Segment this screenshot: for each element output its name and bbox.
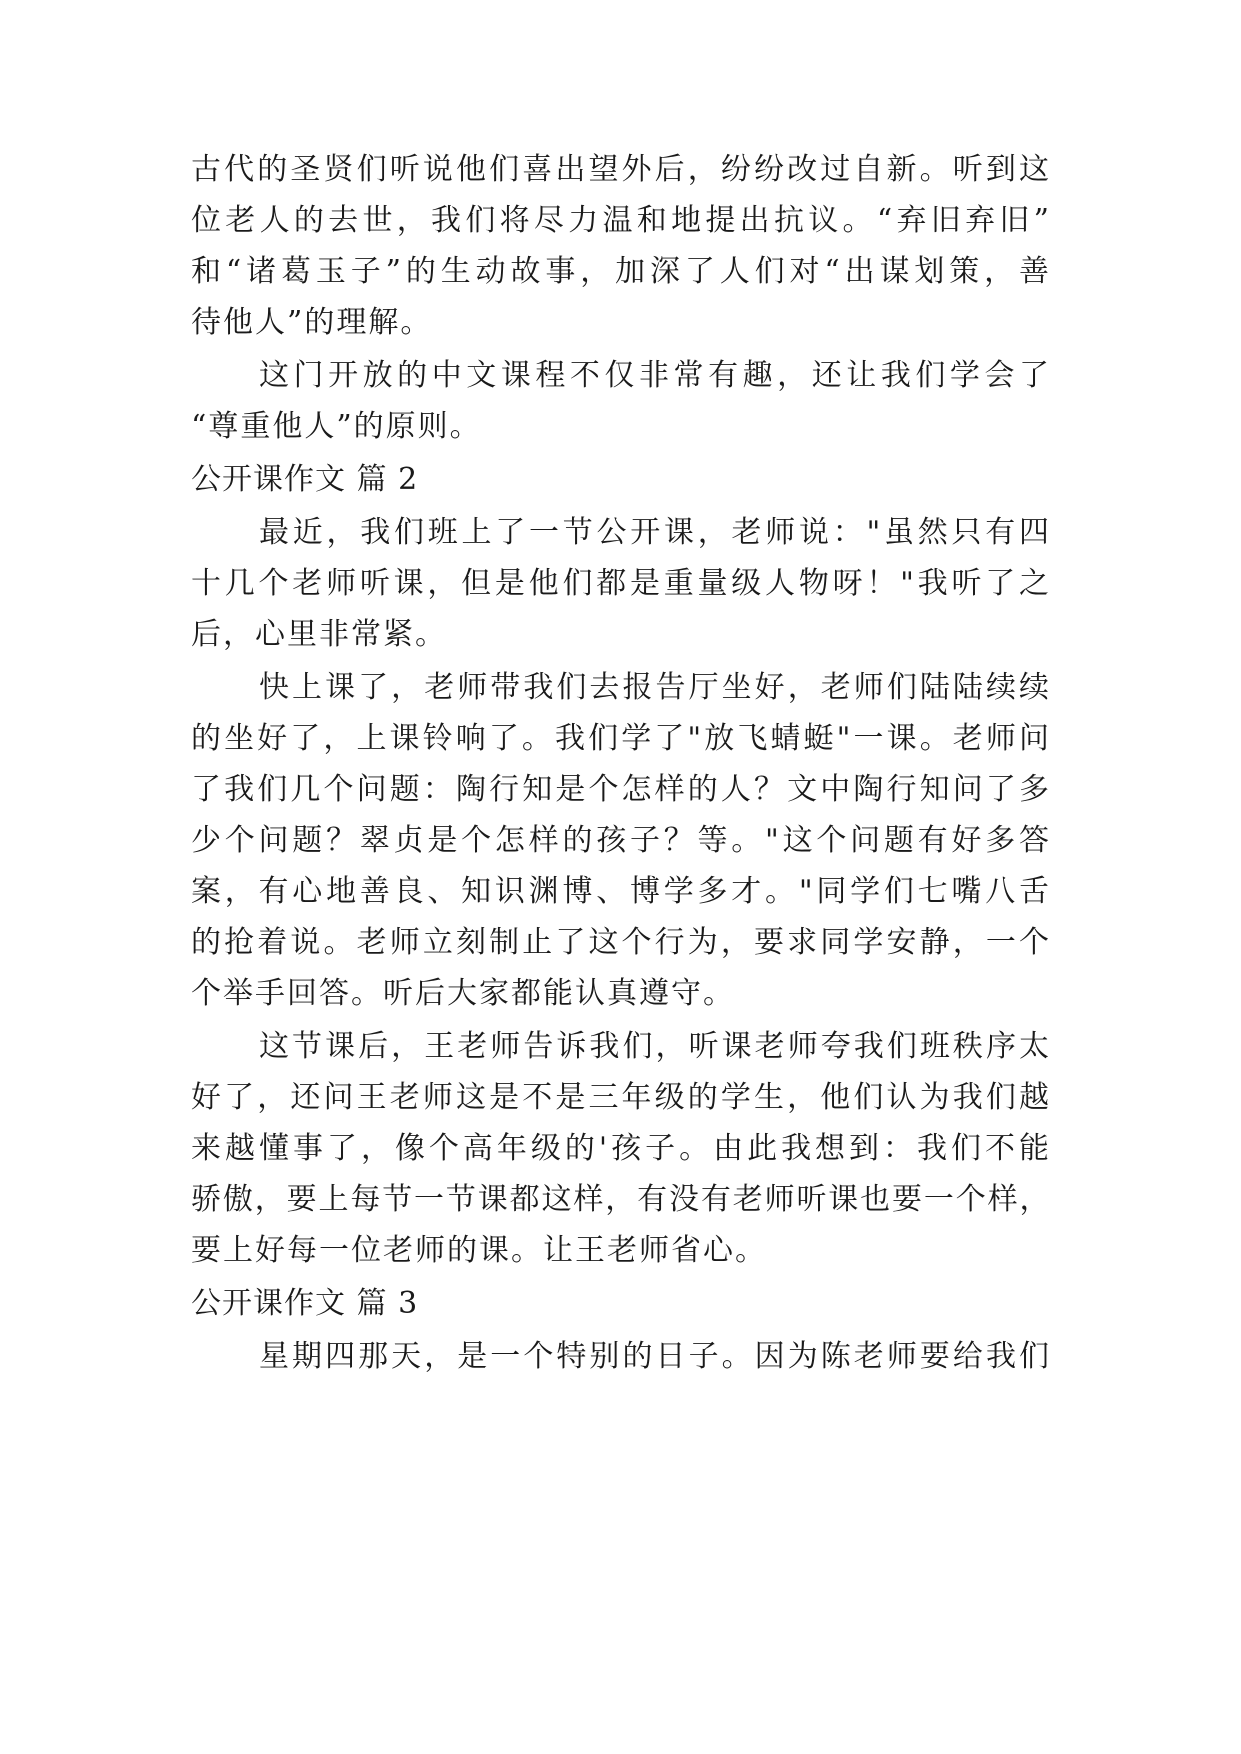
paragraph-line: 星期四那天，是一个特别的日子。因为陈老师要给我们 xyxy=(259,1339,1051,1374)
paragraph-line: 这门开放的中文课程不仅非常有趣，还让我们学会了 xyxy=(259,358,1051,393)
paragraph-line: 的坐好了，上课铃响了。我们学了"放飞蜻蜓"一课。老师问 xyxy=(191,721,1051,756)
paragraph-line: 这节课后，王老师告诉我们，听课老师夸我们班秩序太 xyxy=(259,1029,1051,1064)
paragraph-line: “尊重他人”的原则。 xyxy=(191,409,482,444)
paragraph-line: 个举手回答。听后大家都能认真遵守。 xyxy=(191,976,735,1011)
paragraph-line: 十几个老师听课，但是他们都是重量级人物呀！"我听了之 xyxy=(191,566,1051,601)
paragraph-line: 古代的圣贤们听说他们喜出望外后，纷纷改过自新。听到这 xyxy=(191,152,1051,187)
section-heading: 公开课作文 篇 3 xyxy=(191,1286,419,1321)
paragraph-line: 的抢着说。老师立刻制止了这个行为，要求同学安静，一个 xyxy=(191,925,1051,960)
paragraph-line: 来越懂事了，像个高年级的'孩子。由此我想到：我们不能 xyxy=(191,1131,1051,1166)
paragraph-line: 最近，我们班上了一节公开课，老师说："虽然只有四 xyxy=(259,515,1051,550)
paragraph-line: 和“诸葛玉子”的生动故事，加深了人们对“出谋划策，善 xyxy=(191,254,1051,289)
paragraph-line: 后，心里非常紧。 xyxy=(191,617,447,652)
paragraph-line: 了我们几个问题：陶行知是个怎样的人？文中陶行知问了多 xyxy=(191,772,1051,807)
paragraph-line: 案，有心地善良、知识渊博、博学多才。"同学们七嘴八舌 xyxy=(191,874,1051,909)
paragraph-line: 待他人”的理解。 xyxy=(191,305,433,340)
paragraph-line: 少个问题？翠贞是个怎样的孩子？等。"这个问题有好多答 xyxy=(191,823,1051,858)
paragraph-line: 位老人的去世，我们将尽力温和地提出抗议。“弃旧弃旧” xyxy=(191,203,1051,238)
section-heading: 公开课作文 篇 2 xyxy=(191,462,419,497)
paragraph-line: 骄傲，要上每节一节课都这样，有没有老师听课也要一个样， xyxy=(191,1182,1051,1217)
paragraph-line: 快上课了，老师带我们去报告厅坐好，老师们陆陆续续 xyxy=(259,670,1051,705)
paragraph-line: 好了，还问王老师这是不是三年级的学生，他们认为我们越 xyxy=(191,1080,1051,1115)
paragraph-line: 要上好每一位老师的课。让王老师省心。 xyxy=(191,1233,767,1268)
